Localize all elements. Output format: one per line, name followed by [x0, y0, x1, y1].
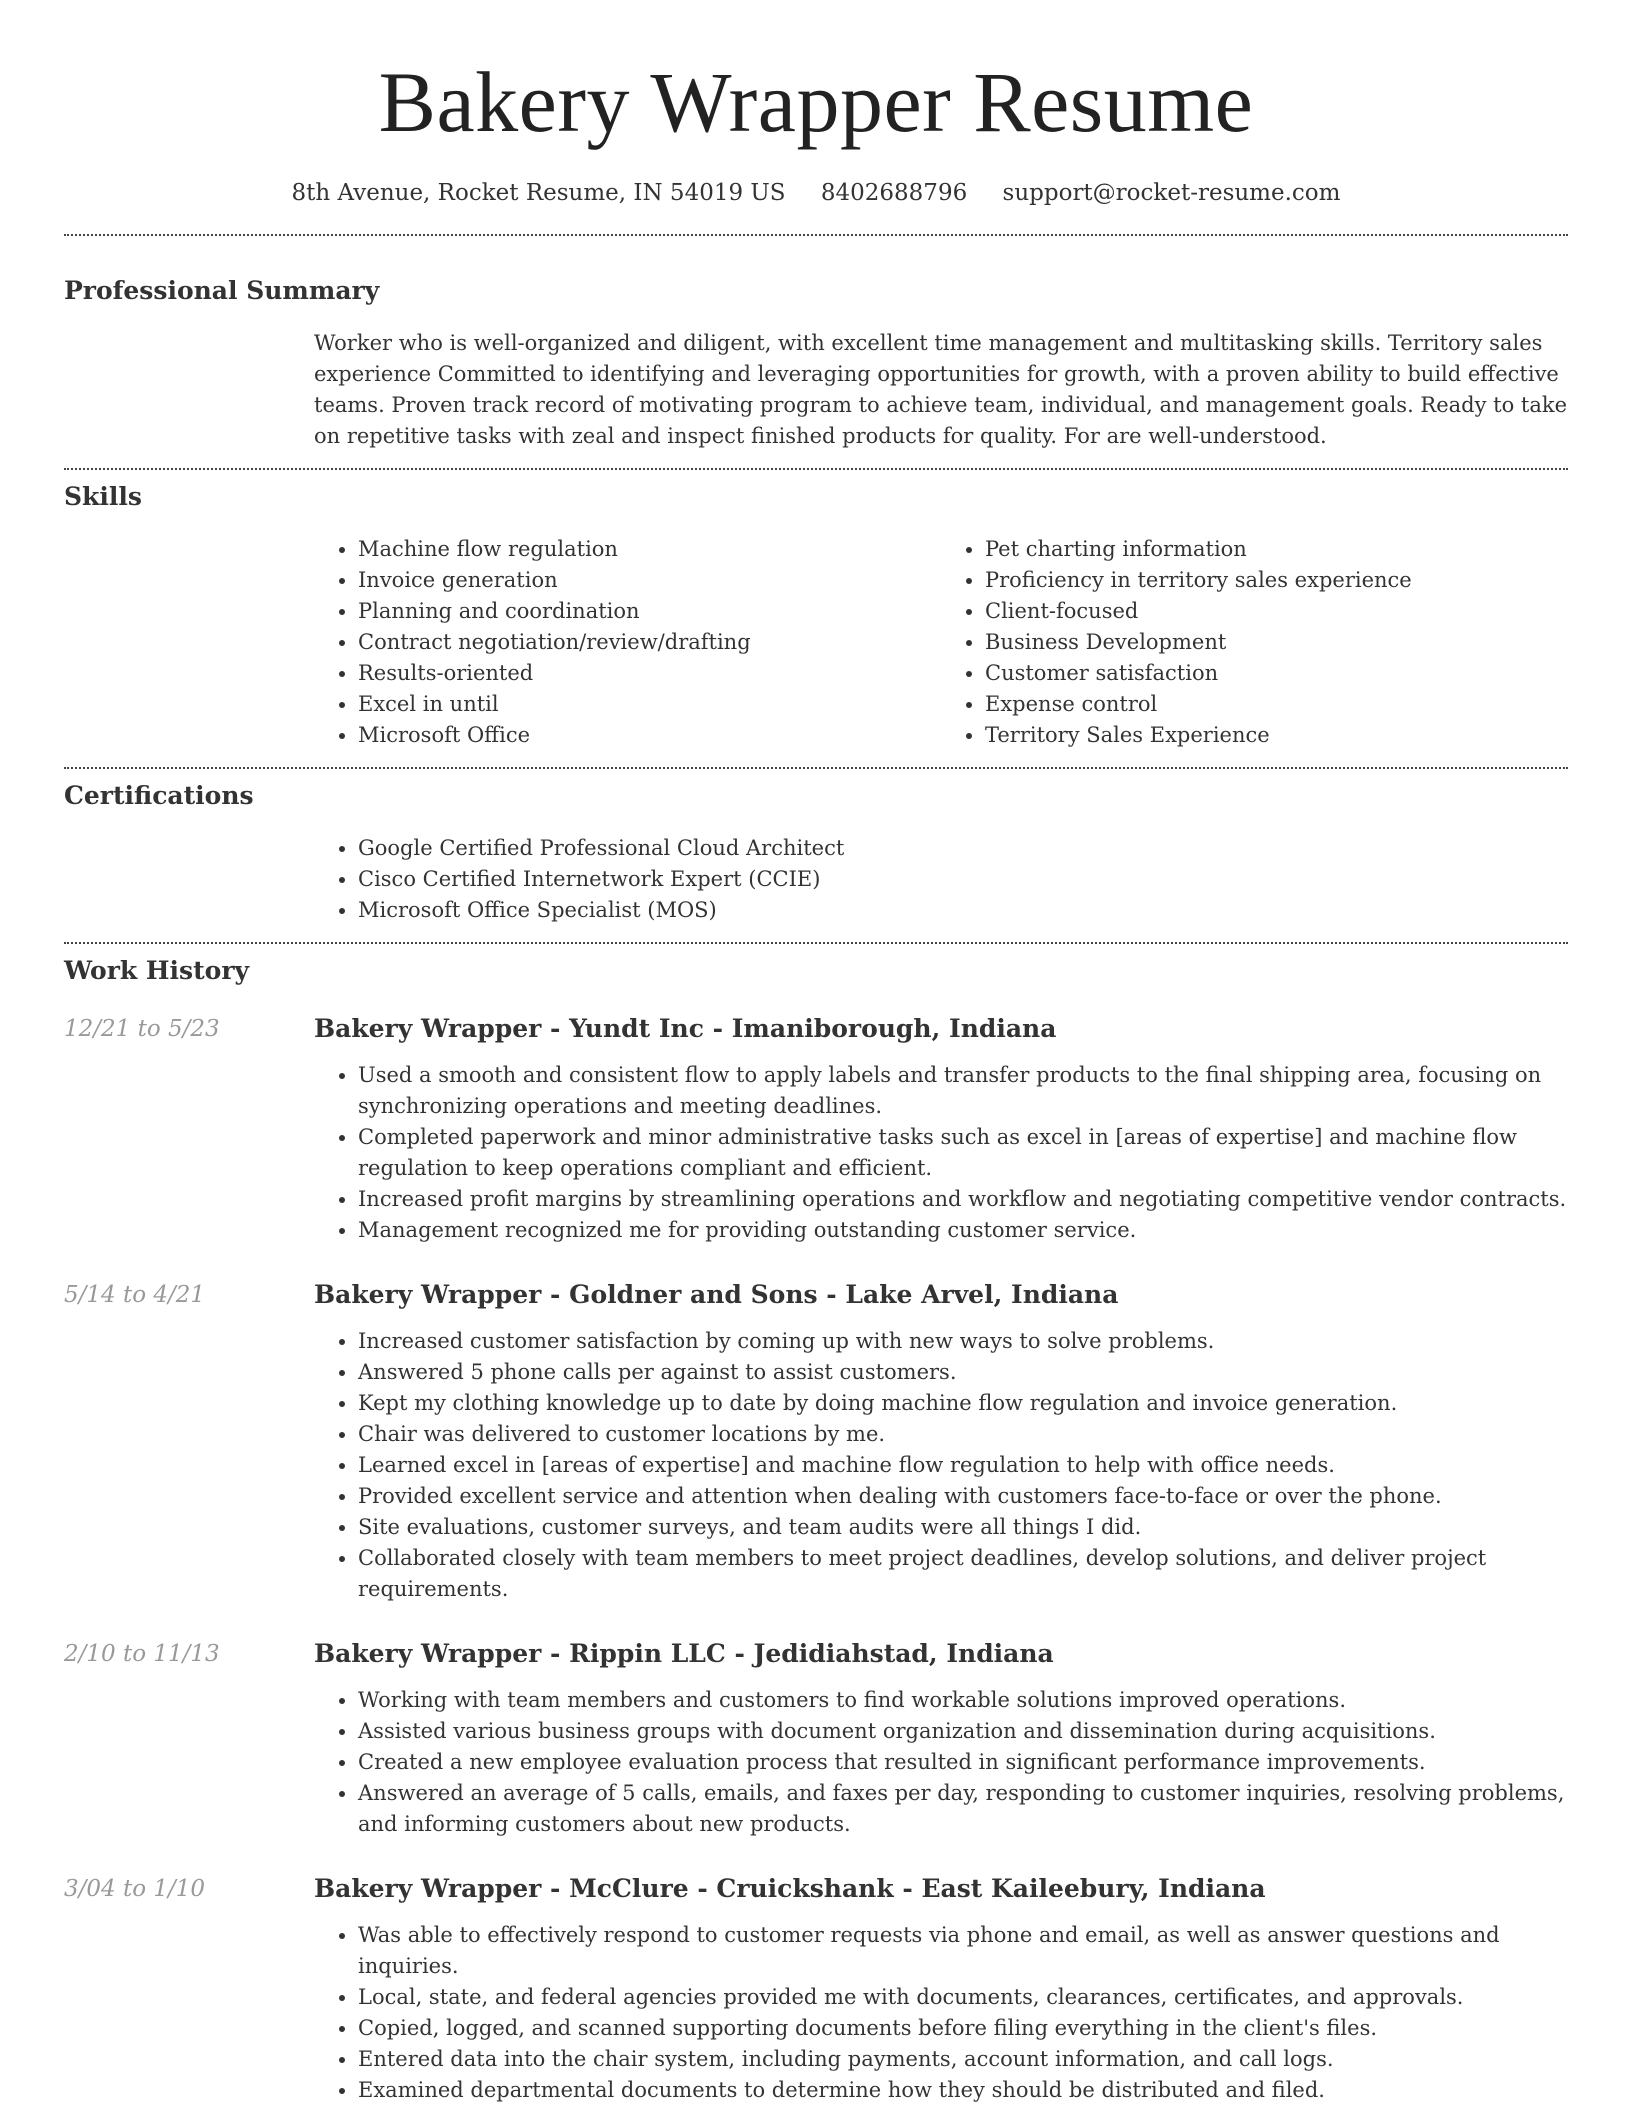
job-dates: 2/10 to 11/13 [64, 1641, 220, 1667]
job-bullet: • Chair was delivered to customer locations by me. [358, 1419, 1568, 1450]
job-entry [64, 1278, 1568, 1605]
section-title-skills: Skills [64, 482, 142, 511]
job-bullet: • Collaborated closely with team members to meet project deadlines, develop solutions, and deliver project requirements. [358, 1543, 1568, 1605]
job-bullet: • Kept my clothing knowledge up to date by doing machine flow regulation and invoice generation. [358, 1388, 1568, 1419]
job-bullet: • Used a smooth and consistent flow to apply labels and transfer products to the final shipping area, focusing on synchronizing operations and meeting deadlines. [358, 1060, 1568, 1122]
job-bullet: • Copied, logged, and scanned supporting documents before filing everything in the client's files. [358, 2013, 1568, 2044]
job-bullet: • Assisted various business groups with document organization and dissemination during acquisitions. [358, 1716, 1568, 1747]
skills-list-left [314, 534, 941, 751]
certification-item: • Microsoft Office Specialist (MOS) [358, 895, 1568, 926]
job-dates: 3/04 to 1/10 [64, 1876, 206, 1902]
job-bullets [314, 1685, 1568, 1840]
job-bullet: • Local, state, and federal agencies provided me with documents, clearances, certificates, and approvals. [358, 1982, 1568, 2013]
job-bullet: • Working with team members and customers to find workable solutions improved operations. [358, 1685, 1568, 1716]
job-title: Bakery Wrapper - Goldner and Sons - Lake Arvel, Indiana [314, 1280, 1119, 1309]
skill-item: • Contract negotiation/review/drafting [358, 627, 941, 658]
summary-section [64, 236, 1568, 468]
skill-item: • Machine flow regulation [358, 534, 941, 565]
skill-item: • Client-focused [985, 596, 1568, 627]
job-bullets [314, 1326, 1568, 1605]
job-dates: 5/14 to 4/21 [64, 1282, 206, 1308]
job-bullet: • Was able to effectively respond to customer requests via phone and email, as well as answer questions and inquiries. [358, 1920, 1568, 1982]
contact-phone: 8402688796 [820, 180, 968, 206]
job-dates: 12/21 to 5/23 [64, 1016, 220, 1042]
work-history-section [64, 944, 1568, 2106]
summary-text: Worker who is well-organized and diligent, with excellent time management and multitasking skills. Territory sales experience Committed to identifying and leveraging opportunities for growth, with a proven ability to build effective teams. Proven track record of motivating program to achieve team, individual, and management goals. Ready to take on repetitive tasks with zeal and inspect finished products for quality. For are well-understood. [314, 331, 1568, 448]
contact-line [64, 178, 1568, 208]
skills-section [64, 470, 1568, 767]
job-title: Bakery Wrapper - McClure - Cruickshank - East Kaileebury, Indiana [314, 1874, 1266, 1903]
section-title-certifications: Certifications [64, 781, 254, 810]
skill-item: • Pet charting information [985, 534, 1568, 565]
job-bullet: • Examined departmental documents to determine how they should be distributed and filed. [358, 2075, 1568, 2106]
skill-item: • Territory Sales Experience [985, 720, 1568, 751]
skill-item: • Excel in until [358, 689, 941, 720]
job-bullet: • Management recognized me for providing outstanding customer service. [358, 1215, 1568, 1246]
job-bullet: • Increased profit margins by streamlining operations and workflow and negotiating competitive vendor contracts. [358, 1184, 1568, 1215]
skill-item: • Invoice generation [358, 565, 941, 596]
job-entry [64, 1637, 1568, 1840]
section-title-summary: Professional Summary [64, 276, 380, 305]
skill-item: • Microsoft Office [358, 720, 941, 751]
job-title: Bakery Wrapper - Yundt Inc - Imaniborough, Indiana [314, 1014, 1057, 1043]
certification-item: • Google Certified Professional Cloud Architect [358, 833, 1568, 864]
skill-item: • Customer satisfaction [985, 658, 1568, 689]
job-bullet: • Answered an average of 5 calls, emails, and faxes per day, responding to customer inquiries, resolving problems, and informing customers about new products. [358, 1778, 1568, 1840]
job-bullet: • Provided excellent service and attention when dealing with customers face-to-face or over the phone. [358, 1481, 1568, 1512]
skill-item: • Expense control [985, 689, 1568, 720]
job-entry [64, 1872, 1568, 2106]
job-bullet: • Increased customer satisfaction by coming up with new ways to solve problems. [358, 1326, 1568, 1357]
section-title-work-history: Work History [64, 956, 250, 985]
job-bullet: • Site evaluations, customer surveys, and team audits were all things I did. [358, 1512, 1568, 1543]
job-bullets [314, 1060, 1568, 1246]
skill-item: • Proficiency in territory sales experience [985, 565, 1568, 596]
job-title: Bakery Wrapper - Rippin LLC - Jedidiahstad, Indiana [314, 1639, 1054, 1668]
certifications-list [314, 833, 1568, 926]
job-bullet: • Created a new employee evaluation process that resulted in significant performance improvements. [358, 1747, 1568, 1778]
job-bullet: • Learned excel in [areas of expertise] and machine flow regulation to help with office needs. [358, 1450, 1568, 1481]
skill-item: • Planning and coordination [358, 596, 941, 627]
certification-item: • Cisco Certified Internetwork Expert (CCIE) [358, 864, 1568, 895]
job-bullet: • Answered 5 phone calls per against to assist customers. [358, 1357, 1568, 1388]
job-bullets [314, 1920, 1568, 2106]
job-entry [64, 1012, 1568, 1246]
contact-email: support@rocket-resume.com [1002, 180, 1341, 206]
contact-address: 8th Avenue, Rocket Resume, IN 54019 US [291, 180, 786, 206]
skill-item: • Results-oriented [358, 658, 941, 689]
job-bullet: • Completed paperwork and minor administrative tasks such as excel in [areas of expertise] and machine flow regulation to keep operations compliant and efficient. [358, 1122, 1568, 1184]
certifications-section [64, 769, 1568, 942]
skills-list-right [941, 534, 1568, 751]
skill-item: • Business Development [985, 627, 1568, 658]
job-bullet: • Entered data into the chair system, including payments, account information, and call logs. [358, 2044, 1568, 2075]
resume-title: Bakery Wrapper Resume [378, 54, 1254, 150]
